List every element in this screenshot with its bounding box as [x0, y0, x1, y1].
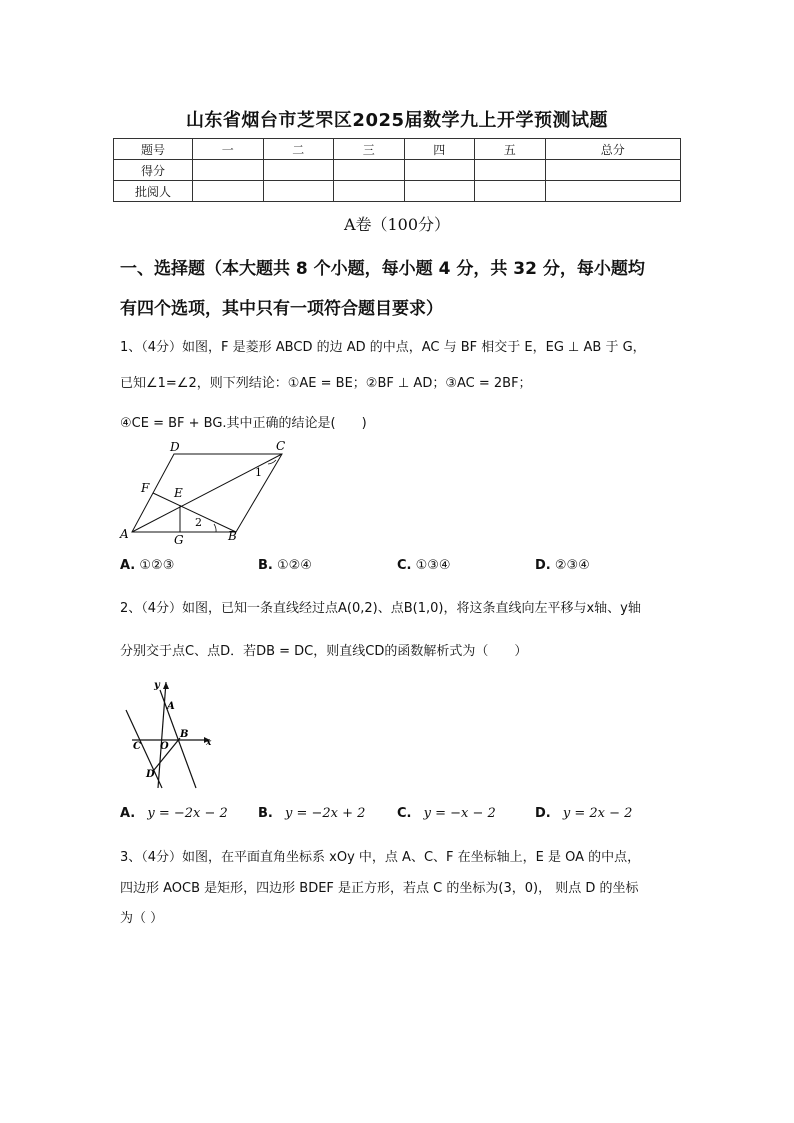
score-table-header-row: [114, 139, 681, 160]
option-text: y = 2x − 2: [562, 806, 633, 821]
score-input-cell[interactable]: [263, 160, 334, 181]
table-cell: 五: [475, 139, 546, 160]
y-axis-arrow: [163, 682, 169, 689]
score-table: [113, 138, 681, 202]
q1-option-c[interactable]: [397, 558, 451, 573]
option-letter: B.: [258, 806, 273, 821]
score-input-cell[interactable]: [334, 160, 405, 181]
option-text: ①③④: [415, 558, 451, 573]
line-ab: [160, 690, 196, 788]
q2-option-c[interactable]: [397, 806, 496, 821]
score-input-cell[interactable]: [193, 160, 264, 181]
q3-line1: 3、（4分）如图，在平面直角坐标系 xOy 中，点 A、C、F 在坐标轴上，E 是 OA 的中点，: [120, 850, 641, 865]
label-d: D: [146, 769, 155, 780]
label-d: D: [170, 440, 180, 454]
option-text: ②③④: [554, 558, 590, 573]
score-input-cell[interactable]: [404, 181, 475, 202]
score-input-cell[interactable]: [193, 181, 264, 202]
option-letter: A.: [120, 558, 136, 573]
option-text: y = −2x − 2: [147, 806, 228, 821]
label-a: A: [120, 527, 129, 541]
table-cell: 题号: [114, 139, 193, 160]
option-letter: A.: [120, 806, 136, 821]
section-a-title: A卷（100分）: [343, 215, 451, 234]
table-cell: 三: [334, 139, 405, 160]
score-table-row: [114, 181, 681, 202]
score-input-cell[interactable]: [263, 181, 334, 202]
label-angle2: 2: [195, 516, 202, 529]
q1-option-d[interactable]: [535, 558, 590, 573]
label-y: y: [154, 680, 160, 691]
q1-line2: 已知∠1=∠2，则下列结论：①AE = BE；②BF ⊥ AD；③AC = 2BF；: [120, 376, 532, 391]
score-input-cell[interactable]: [545, 160, 681, 181]
label-o: O: [160, 741, 169, 752]
section1-heading-line2: 有四个选项，其中只有一项符合题目要求）: [120, 299, 443, 319]
line-cd: [126, 710, 162, 788]
label-f: F: [141, 481, 150, 495]
table-cell: 得分: [114, 160, 193, 181]
section1-heading-line1: 一、选择题（本大题共 8 个小题，每小题 4 分，共 32 分，每小题均: [120, 259, 645, 279]
label-c: C: [276, 439, 286, 453]
option-text: y = −2x + 2: [285, 806, 366, 821]
q1-line1: 1、（4分）如图，F 是菱形 ABCD 的边 AD 的中点，AC 与 BF 相交于 E，EG ⊥ AB 于 G，: [120, 340, 646, 355]
y-axis: [158, 682, 166, 788]
score-input-cell[interactable]: [475, 181, 546, 202]
label-c: C: [133, 741, 141, 752]
table-cell: 二: [263, 139, 334, 160]
table-cell: 四: [404, 139, 475, 160]
q1-line3: ④CE = BF + BG.其中正确的结论是( ): [120, 416, 367, 431]
coordinate-figure: [118, 676, 218, 794]
q1-option-b[interactable]: [258, 558, 312, 573]
label-g: G: [174, 533, 184, 546]
q2-option-a[interactable]: [120, 806, 228, 821]
page-title: 山东省烟台市芝罘区2025届数学九上开学预测试题: [185, 110, 609, 131]
q3-line2: 四边形 AOCB 是矩形，四边形 BDEF 是正方形，若点 C 的坐标为(3，0)， 则点 D 的坐标: [120, 881, 639, 896]
label-b: B: [180, 729, 189, 740]
score-input-cell[interactable]: [475, 160, 546, 181]
table-cell: 总分: [545, 139, 681, 160]
table-cell: 一: [193, 139, 264, 160]
q2-option-b[interactable]: [258, 806, 365, 821]
label-a: A: [167, 701, 175, 712]
q2-option-d[interactable]: [535, 806, 632, 821]
table-cell: 批阅人: [114, 181, 193, 202]
q1-option-a[interactable]: [120, 558, 174, 573]
option-letter: C.: [397, 806, 412, 821]
option-letter: D.: [535, 558, 551, 573]
option-text: y = −x − 2: [423, 806, 496, 821]
q3-line3: 为（ ）: [120, 911, 164, 926]
q2-line1: 2、（4分）如图，已知一条直线经过点A(0,2)、点B(1,0)，将这条直线向左平移与x轴、y轴: [120, 601, 641, 616]
label-x: x: [206, 738, 212, 748]
score-input-cell[interactable]: [404, 160, 475, 181]
score-table-row: [114, 160, 681, 181]
option-letter: C.: [397, 558, 412, 573]
option-letter: D.: [535, 806, 551, 821]
option-text: ①②③: [139, 558, 175, 573]
label-angle1: 1: [255, 466, 262, 479]
option-letter: B.: [258, 558, 273, 573]
q2-line2: 分别交于点C、点D．若DB = DC，则直线CD的函数解析式为（ ）: [120, 644, 528, 659]
option-text: ①②④: [277, 558, 312, 573]
score-input-cell[interactable]: [545, 181, 681, 202]
rhombus-figure: [118, 438, 288, 546]
angle2-arc: [214, 524, 216, 532]
label-b: B: [228, 529, 237, 543]
label-e: E: [174, 486, 183, 500]
score-input-cell[interactable]: [334, 181, 405, 202]
